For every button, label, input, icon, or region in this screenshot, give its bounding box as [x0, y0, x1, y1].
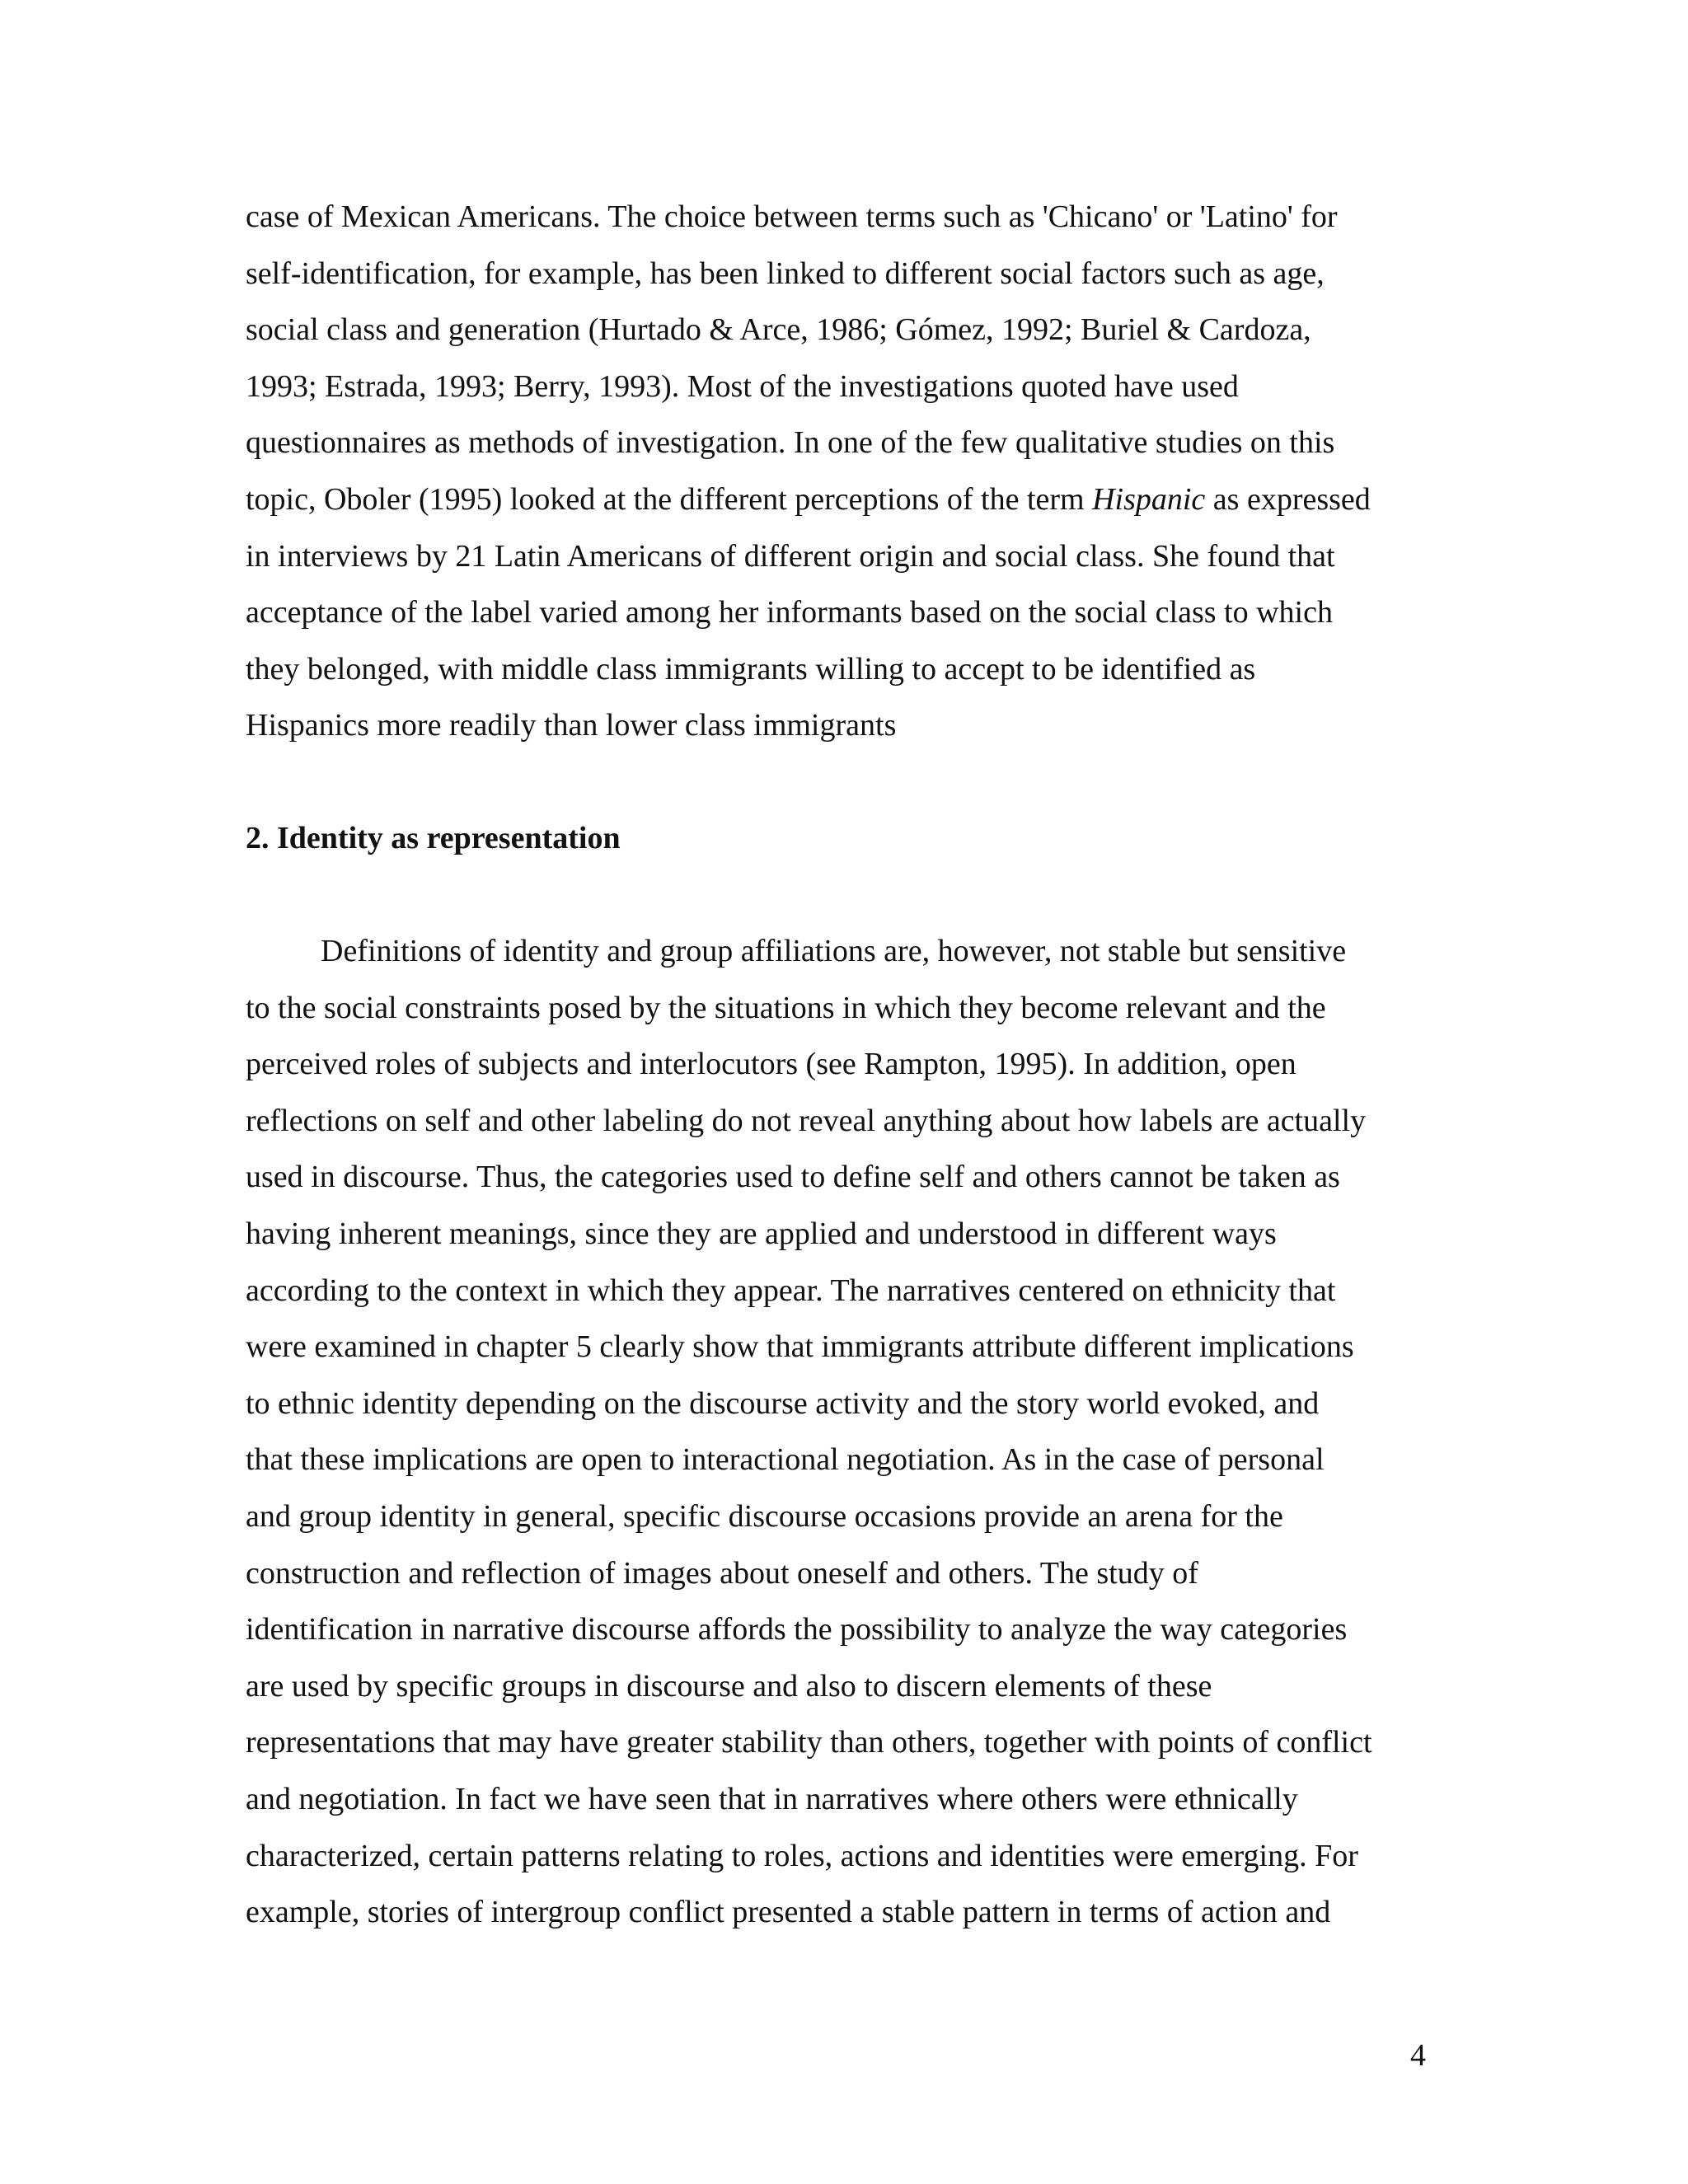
text-line: they belonged, with middle class immigrants willing to accept to be identified as — [246, 651, 1256, 687]
section-heading: 2. Identity as representation — [246, 821, 621, 855]
text-line: to ethnic identity depending on the discourse activity and the story world evoked, and — [246, 1385, 1320, 1421]
text-line: questionnaires as methods of investigation. In one of the few qualitative studies on this — [246, 425, 1335, 461]
italic-term: Hispanic — [1092, 481, 1206, 517]
text-line: construction and reflection of images about oneself and others. The study of — [246, 1555, 1198, 1591]
text-line: having inherent meanings, since they are applied and understood in different ways — [246, 1216, 1277, 1251]
text-line-indented: Definitions of identity and group affiliations are, however, not stable but sensitive — [321, 934, 1347, 968]
text-line: used in discourse. Thus, the categories used to define self and others cannot be taken as — [246, 1160, 1340, 1195]
text-line: were examined in chapter 5 clearly show that immigrants attribute different implications — [246, 1329, 1354, 1365]
text-line: Hispanics more readily than lower class immigrants — [246, 708, 897, 743]
text-line: according to the context in which they appear. The narratives centered on ethnicity that — [246, 1272, 1336, 1308]
text-line: and negotiation. In fact we have seen that in narratives where others were ethnically — [246, 1781, 1298, 1816]
paragraph-1 — [246, 189, 1482, 754]
text-span: topic, Oboler (1995) looked at the different perceptions of the term — [246, 481, 1093, 517]
text-line: social class and generation (Hurtado & Arce, 1986; Gómez, 1992; Buriel & Cardoza, — [246, 312, 1311, 348]
text-line: acceptance of the label varied among her informants based on the social class to which — [246, 595, 1333, 630]
page-number: 4 — [1410, 2038, 1426, 2073]
text-line: example, stories of intergroup conflict presented a stable pattern in terms of action and — [246, 1895, 1331, 1930]
text-line: characterized, certain patterns relating to roles, actions and identities were emerging. For — [246, 1838, 1358, 1873]
text-line: and group identity in general, specific discourse occasions provide an arena for the — [246, 1498, 1283, 1534]
text-line: representations that may have greater stability than others, together with points of conflict — [246, 1725, 1372, 1760]
text-line: are used by specific groups in discourse and also to discern elements of these — [246, 1668, 1212, 1704]
text-line: perceived roles of subjects and interlocutors (see Rampton, 1995). In addition, open — [246, 1047, 1296, 1082]
text-line: in interviews by 21 Latin Americans of different origin and social class. She found that — [246, 538, 1335, 574]
text-line: reflections on self and other labeling do not reveal anything about how labels are actually — [246, 1103, 1367, 1138]
text-line: to the social constraints posed by the situations in which they become relevant and the — [246, 990, 1326, 1025]
text-line: 1993; Estrada, 1993; Berry, 1993). Most of the investigations quoted have used — [246, 368, 1239, 404]
text-line: self-identification, for example, has been linked to different social factors such as age, — [246, 255, 1325, 291]
text-line: identification in narrative discourse affords the possibility to analyze the way categories — [246, 1612, 1348, 1647]
text-line: that these implications are open to interactional negotiation. As in the case of personal — [246, 1442, 1325, 1478]
text-line: case of Mexican Americans. The choice between terms such as 'Chicano' or 'Latino' for — [246, 199, 1338, 234]
text-line-with-italic — [246, 471, 1482, 528]
paragraph-2 — [246, 923, 1482, 1941]
text-span: as expressed — [1205, 481, 1371, 517]
